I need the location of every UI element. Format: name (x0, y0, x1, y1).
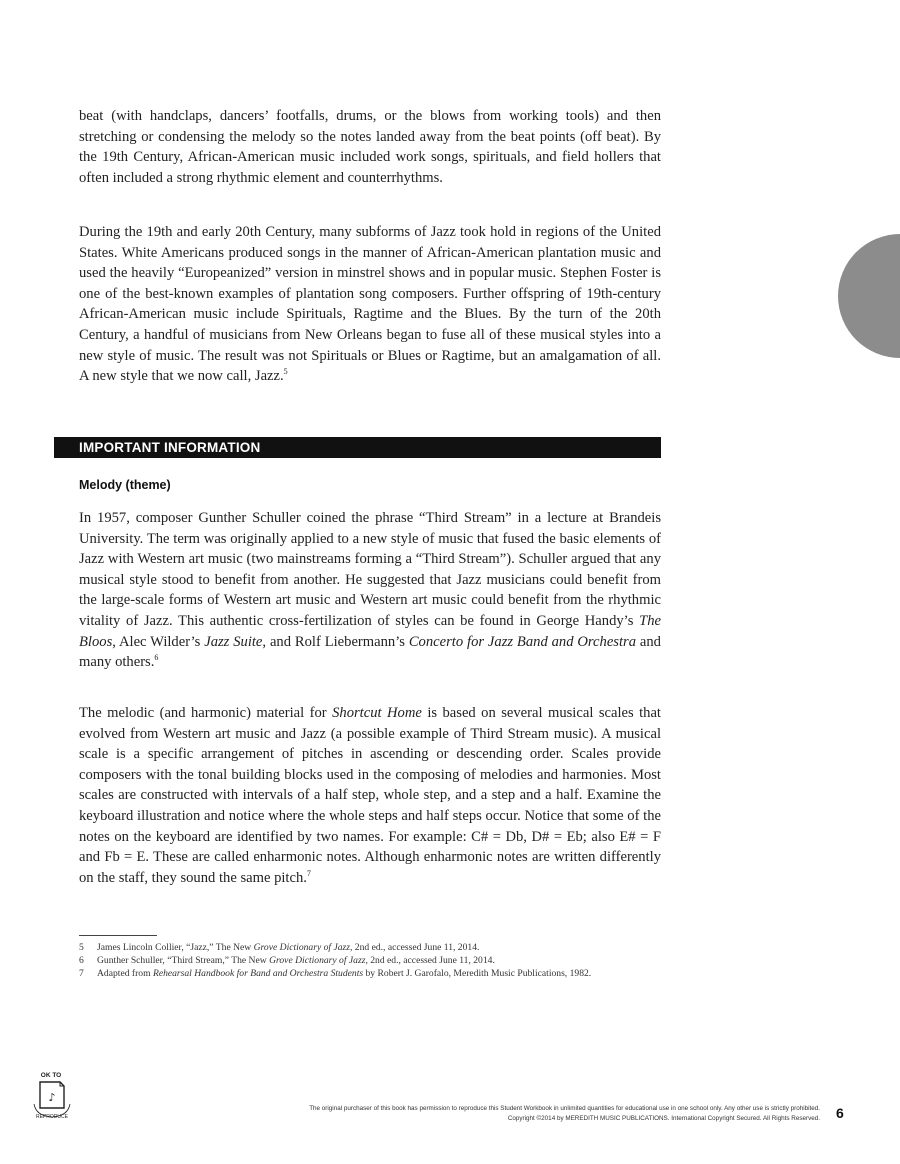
paragraph-scales: The melodic (and harmonic) material for Shortcut Home is based on several musical scales that evolved from Western art music and Jazz (a possible example of Third Stream music). A musical scale is a specific arrangement of pitches in ascending or descending order. Scales provide composers with the tonal building blocks used in the composing of melodies and harmonies. Most scales are constructed with intervals of a half step, whole step, and a step and a half. Examine the keyboard illustration and notice where the whole steps and half steps occur. Notice that some of the notes on the keyboard are identified by two names. For example: C# = Db, D# = Eb; also E# = F and Fb = E. These are called enharmonic notes. Although enharmonic notes are written differently on the staff, they sound the same pitch.$^7$ (79, 705, 661, 886)
section-banner (54, 437, 661, 458)
paragraph-jazz-origins: During the 19th and early 20th Century, many subforms of Jazz took hold in regions of the United States. White Americans produced songs in the manner of African-American plantation music and used the heavily “Europeanized” version in minstrel shows and in popular music. Stephen Foster is one of the best-known examples of plantation song composers. Further offspring of 19th-century African-American music include Spirituals, Ragtime and the Blues. By the turn of the 20th Century, a handful of musicians from New Orleans began to fuse all of these musical styles into a new style of music. The result was not Spirituals or Blues or Ragtime, but an amalgamation of all. A new style that we now call, Jazz.$^5$ (79, 224, 661, 385)
footnote-divider (79, 935, 157, 936)
paragraph-third-stream: In 1957, composer Gunther Schuller coined the phrase “Third Stream” in a lecture at Brandeis University. The term was originally applied to a new style of music that fused the basic elements of Jazz with Western art music (two mainstreams forming a “Third Stream”). Schuller argued that any musical style stood to benefit from another. He suggested that Jazz musicians could benefit from the large-scale forms of Western art music and Western art music could benefit from the rhythmic vitality of Jazz. This authentic cross-fertilization of styles can be found in George Handy’s The Bloos, Alec Wilder’s Jazz Suite, and Rolf Liebermann’s Concerto for Jazz Band and Orchestra and many others.$^6$ (79, 510, 661, 671)
permission-notice: The original purchaser of this book has permission to reproduce this Student Workbook in unlimited quantities for educational use in one school only. Any other use is strictly prohibited. Copyright ©2014 by MEREDITH MUSIC PUBLICATIONS. International Copyright Secured. All Rights Reserved. (309, 1105, 820, 1122)
footnote-ref-6: 6 (154, 653, 159, 663)
svg-text:♪: ♪ (48, 1091, 56, 1104)
section-subheading: Melody (theme) (79, 478, 171, 492)
logo-bottom-text: REPRODUCE (36, 1114, 68, 1120)
footnote-7: 7 Adapted from Rehearsal Handbook for Band and Orchestra Students by Robert J. Garofalo, Meredith Music Publications, 1982. (79, 968, 592, 979)
footnote-ref-5: 5 (283, 367, 288, 377)
footnote-ref-7: 7 (306, 868, 311, 878)
footnotes (79, 941, 661, 980)
logo-top-text: OK TO (40, 1072, 62, 1079)
footnote-5: 5 James Lincoln Collier, “Jazz,” The New Grove Dictionary of Jazz, 2nd ed., accessed June 11, 2014. (79, 942, 480, 953)
banner-title: IMPORTANT INFORMATION (79, 440, 261, 455)
chapter-tab (838, 234, 900, 358)
paragraph-intro-continued: beat (with handclaps, dancers’ footfalls, drums, or the blows from working tools) and then stretching or condensing the melody so the notes landed away from the beat points (off beat). By the 19th Century, African-American music included work songs, spirituals, and field hollers that often included a strong rhythmic element and counterrhythms. (79, 108, 661, 186)
ok-to-reproduce-logo (30, 1068, 74, 1120)
page-number: 6 (836, 1105, 844, 1121)
footnote-6: 6 Gunther Schuller, “Third Stream,” The New Grove Dictionary of Jazz, 2nd ed., accessed June 11, 2014. (79, 955, 495, 966)
